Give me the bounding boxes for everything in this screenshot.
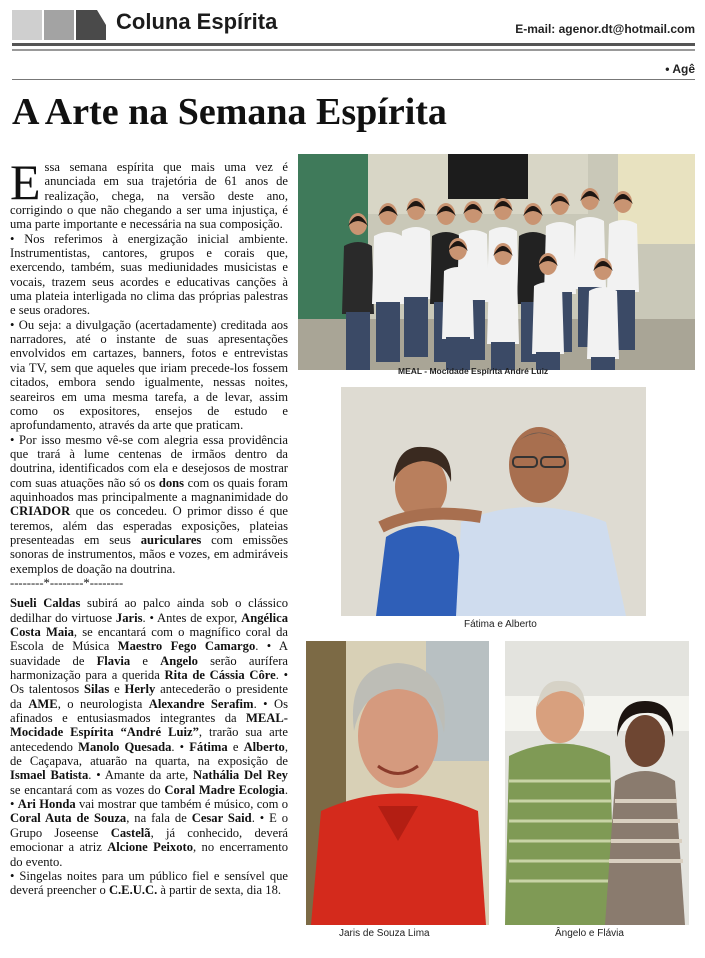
photo-fatima-alberto: [341, 387, 646, 616]
group-member-body: [607, 220, 639, 292]
photo-jaris: [306, 641, 489, 925]
paragraph-4: [10, 433, 288, 576]
p5-bold-name: Castelã: [110, 825, 151, 840]
p5-text: , no encerramento do evento.: [10, 840, 288, 869]
p5-text: . •: [171, 739, 190, 754]
p5-bold-name: Coral Auta de Souza: [10, 811, 127, 826]
caption-fatima-alberto: Fátima e Alberto: [464, 619, 537, 630]
header-block-light: [12, 10, 42, 40]
p5-bold-name: Flavia: [96, 653, 131, 668]
paragraph-6: [10, 869, 288, 898]
p5-bold-name: Alcione Peixoto: [107, 840, 194, 855]
p5-text: , já conhecido, deverá emocionar a atriz: [10, 825, 288, 855]
p5-text: . •: [10, 782, 288, 812]
group-member-body: [532, 282, 564, 354]
contact-email: E-mail: agenor.dt@hotmail.com: [515, 22, 695, 36]
header-rule-thin: [12, 49, 695, 51]
group-member-legs: [376, 302, 400, 362]
photo-jaris-illustration: [306, 641, 489, 925]
p5-text: , o neurologista: [57, 696, 149, 711]
p5-bold-name: Fátima: [189, 739, 228, 754]
group-member-legs: [346, 312, 370, 370]
photo-angelo-flavia-illustration: [505, 641, 689, 925]
caption-jaris: Jaris de Souza Lima: [339, 928, 430, 939]
p5-text: , se encantará com o magnífico coral da Escola de Música: [10, 625, 288, 654]
p5-text: subirá ao palco ainda sob o clássico dedilhar do virtuose: [10, 596, 288, 625]
p5-text: e: [109, 682, 125, 697]
author-rule: [12, 79, 695, 80]
p5-bold-name: Maestro Fego Camargo: [117, 639, 256, 654]
p5-text: . • A suavidade de: [10, 639, 288, 668]
group-member-body: [442, 267, 474, 339]
p5-bold-name: Silas: [84, 682, 110, 697]
p6-ceuc: C.E.U.C.: [108, 883, 158, 898]
p4-text-b: com os quais foram aquinhoados mas principalmente a magnanimidade do: [10, 475, 288, 504]
p5-bold-name: Herly: [124, 682, 156, 697]
p5-text: . • Amante da arte,: [88, 768, 193, 783]
group-member-body: [372, 232, 404, 304]
p6-text-a: • Singelas noites para um público fiel e sensível que deverá preencher o: [10, 868, 288, 898]
p5-text: . • Os talentosos: [10, 668, 288, 697]
p5-bold-name: Alberto: [243, 739, 285, 754]
p5-text: e: [130, 653, 161, 668]
p5-bold-name: Ari Honda: [17, 797, 76, 812]
headline: A Arte na Semana Espírita: [12, 91, 447, 133]
p5-text: , na fala de: [126, 811, 192, 826]
header-rule: [12, 43, 695, 46]
p5-bold-name: Jaris: [115, 610, 143, 625]
header-block-mid: [44, 10, 74, 40]
photo-angelo-flavia: [505, 641, 689, 925]
p4-text-c: que os concedeu. O primor disso é que teremos, além das esperadas exposições, plateias presenteadas em seus: [10, 504, 288, 547]
photo-meal-illustration: [298, 154, 695, 370]
group-member-legs: [404, 297, 428, 357]
header-blocks: [12, 10, 106, 40]
header-block-dark: [76, 10, 106, 40]
p5-bold-name: Angelo: [160, 653, 198, 668]
photo-meal-group: [298, 154, 695, 370]
p5-bold-name: Manolo Quesada: [78, 739, 172, 754]
p4-text-a: • Por isso mesmo vê-se com alegria essa providência que trará à lume centenas de irmãos dentro da doutrina, identificados com ela e desejosos de mostrar com suas atuações não só os: [10, 432, 288, 490]
column-title: Coluna Espírita: [116, 9, 278, 34]
separator: --------*--------*--------: [10, 575, 124, 590]
group-member-body: [587, 287, 619, 359]
p4-text-d: com emissões sonoras de instrumentos, mãos e vozes, em admiráveis exemplos de doação na doutrina.: [10, 532, 288, 576]
group-member-body: [400, 227, 432, 299]
p5-bold-name: Ismael Batista: [10, 768, 89, 783]
caption-meal: MEAL - Mocidade Espírita André Luiz: [398, 366, 549, 376]
article-body: [10, 160, 288, 950]
p5-text: , trarão sua arte antecedendo: [10, 725, 288, 754]
p5-text: serão aurífera harmonização para a querida: [10, 653, 288, 683]
paragraph-5: [10, 596, 288, 869]
p5-text: , de Caçapava, atuarão na quarta, na exposição de: [10, 739, 288, 769]
group-member-body: [487, 272, 519, 344]
paragraph-1-text: ssa semana espírita que mais uma vez é anunciada em sua trajetória de 61 anos de realização, chega, na versão deste ano, corrigindo o que não chegando a ser uma injustiça, é uma parte importante e necessária na sua composição.: [10, 160, 288, 232]
p5-bold-name: Rita de Cássia Côre: [164, 668, 276, 683]
photo-fatima-alberto-illustration: [341, 387, 646, 616]
paragraph-3: • Ou seja: a divulgação (acertadamente) creditada aos narradores, até o instante de suas apresentações envolvidos em cartazes, banners, fotos e entrevistas via TV, sem que aqueles que iriam precede-los fossem citados, embora sendo igualmente, nessas noites, seareiros em uma mesma tarefa, a de levar, assim como os expositores, ensejos de estudo e aprofundamento, através da arte que praticam.: [10, 317, 288, 433]
p5-bold-name: Alexandre Serafim: [148, 696, 254, 711]
p4-auriculares: auriculares: [140, 532, 202, 547]
group-member-legs: [591, 357, 615, 370]
p5-bold-name: Sueli Caldas: [10, 596, 81, 611]
p5-bold-name: Nathália Del Rey: [193, 768, 288, 783]
paragraph-1: [10, 160, 288, 232]
p5-text: e: [227, 739, 244, 754]
group-member-body: [342, 242, 374, 314]
p5-text: . • Os afinados e entusiasmados integrantes da: [10, 696, 288, 726]
p5-text: antecederão o presidente da: [10, 682, 288, 711]
caption-angelo-flavia: Ângelo e Flávia: [555, 928, 624, 939]
author-signature: • Agê: [665, 62, 695, 76]
p5-text: se encantará com as vozes do: [10, 782, 165, 797]
p5-bold-name: MEAL-Mocidade Espírita “André Luiz”: [10, 711, 288, 740]
p5-bold-name: Cesar Said: [191, 811, 252, 826]
p5-bold-name: Coral Madre Ecologia: [164, 782, 285, 797]
p5-text: vai mostrar que também é músico, com o: [75, 797, 288, 812]
drop-cap: E: [10, 160, 41, 210]
p4-criador: CRIADOR: [10, 504, 71, 519]
paragraph-2: • Nos referimos à energização inicial ambiente. Instrumentistas, cantores, grupos e corais que, exercendo, também, suas mediunidades musicistas e vocais, trazem seus acordes e educativas canções à uma plateia interligada no clima das próprias palestras e seus oradores.: [10, 231, 288, 318]
p6-text-b: à partir de sexta, dia 18.: [157, 883, 282, 898]
p5-text: . • E o Grupo Joseense: [10, 811, 288, 840]
p5-bold-name: Angélica Costa Maia: [10, 610, 288, 639]
p5-text: . • Antes de expor,: [142, 610, 242, 625]
p4-dons: dons: [158, 475, 185, 490]
p5-bold-name: AME: [28, 696, 58, 711]
